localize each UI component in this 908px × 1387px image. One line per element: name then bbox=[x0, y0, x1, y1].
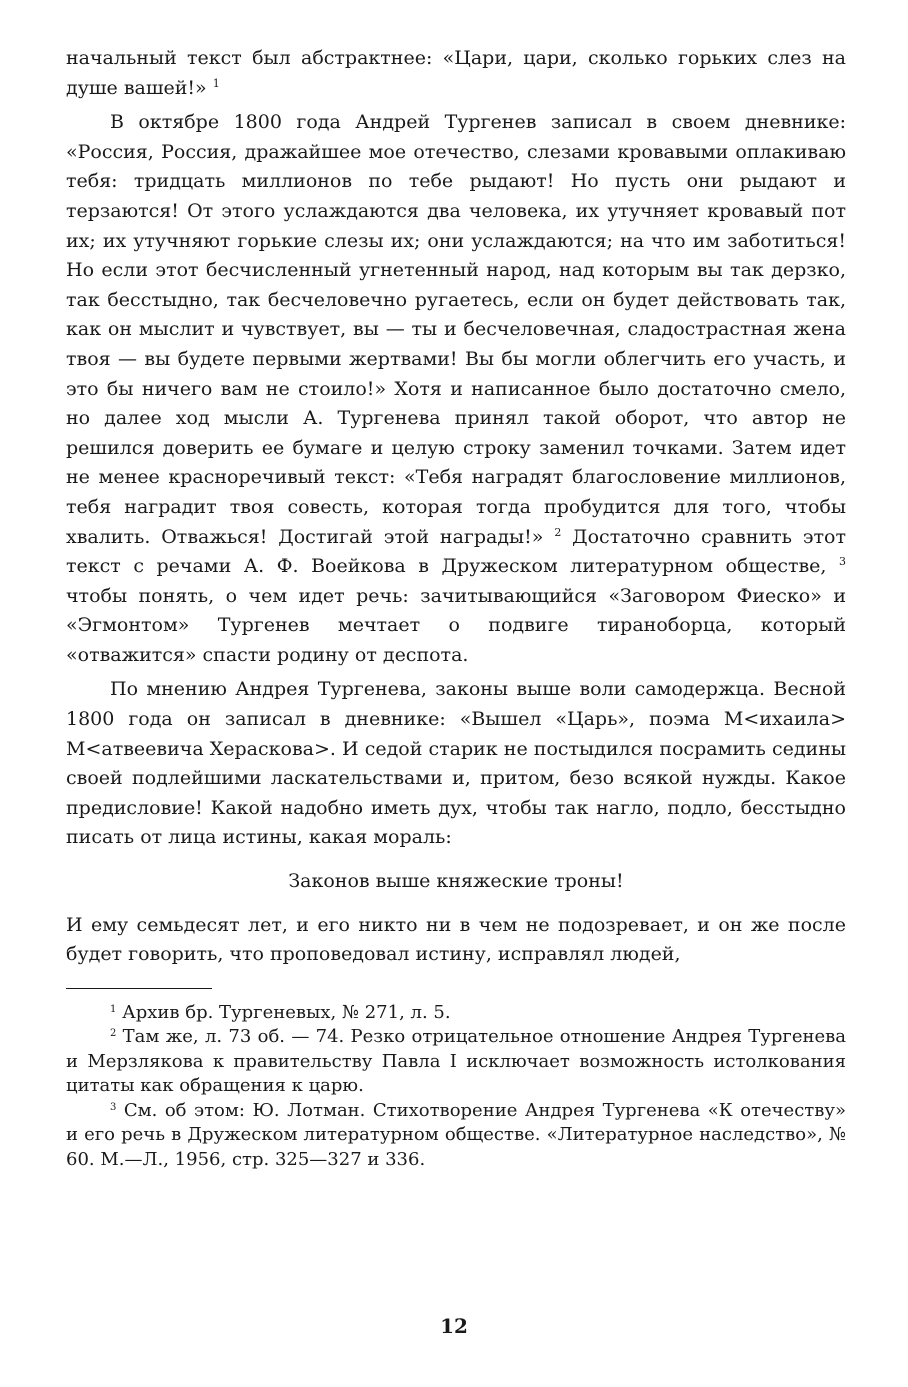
footnote-ref: 2 bbox=[554, 525, 562, 539]
footnote-text: Архив бр. Тургеневых, № 271, л. 5. bbox=[116, 1001, 451, 1023]
paragraph-text: В октябре 1800 года Андрей Тургенев записал в своем дневнике: «Россия, Россия, дражайшее мое отечество, слезами кровавыми оплакиваю тебя: тридцать миллионов по тебе рыдают! Но пусть они рыдают и терзаются! От этого услаждаются два человека, их утучняет кровавый пот их; их утучняют горькие слезы их; они услаждаются; на что им заботиться! Но если этот бесчисленный угнетенный народ, над которым вы так дерзко, так бесстыдно, так бесчеловечно ругаетесь, если он будет действовать так, как он мыслит и чувствует, вы — ты и бесчеловечная, сладострастная жена твоя — вы будете первыми жертвами! Вы бы могли облегчить его участь, и это бы ничего вам не стоило!» Хотя и написанное было достаточно смело, но далее ход мысли А. Тургенева принял такой оборот, что автор не решился доверить ее бумаге и целую строку заменил точками. Затем идет не менее красноречивый текст: «Тебя наградят благословение миллионов, тебя наградит твоя совесть, которая тогда пробудится для того, чтобы хвалить. Отважься! Достигай этой награды!» bbox=[66, 111, 846, 548]
footnote-text: См. об этом: Ю. Лотман. Стихотворение Андрея Тургенева «К отечеству» и его речь в Дружеском литературном обществе. «Литературное наследство», № 60. М.—Л., 1956, стр. 325—327 и 336. bbox=[66, 1099, 846, 1170]
page-number: 12 bbox=[440, 1314, 468, 1338]
paragraph-diary-october bbox=[66, 108, 846, 670]
footnote-divider bbox=[66, 988, 212, 989]
paragraph-text: Достаточно сравнить этот текст с речами А. Ф. Воейкова в Дружеском литературном обществе, bbox=[66, 525, 846, 578]
footnote-ref: 3 bbox=[839, 555, 846, 569]
paragraph-text: начальный текст был абстрактнее: «Цари, цари, сколько горьких слез на душе вашей!» bbox=[66, 47, 846, 99]
paragraph-text: И ему семьдесят лет, и его никто ни в чем не подозревает, и он же после будет говорить, что проповедовал истину, исправлял людей, bbox=[66, 913, 846, 966]
footnote-3 bbox=[66, 1099, 846, 1173]
footnote-text: Там же, л. 73 об. — 74. Резко отрицательное отношение Андрея Тургенева и Мерзлякова к правительству Павла I исключает возможность истолкования цитаты как обращения к царю. bbox=[66, 1026, 846, 1097]
verse-quote: Законов выше княжеские троны! bbox=[288, 870, 624, 893]
paragraph-continuation bbox=[66, 44, 846, 103]
paragraph-text: По мнению Андрея Тургенева, законы выше воли самодержца. Весной 1800 года он записал в дневнике: «Вышел «Царь», поэма М<ихаила> М<атвеевича Хераскова>. И седой старик не постыдился посрамить седины своей подлейшими ласкательствами и, притом, безо всякой нужды. Какое предисловие! Какой надобно иметь дух, чтобы так нагло, подло, бесстыдно писать от лица истины, какая мораль: bbox=[66, 678, 846, 849]
footnote-ref: 1 bbox=[212, 76, 220, 90]
footnotes bbox=[66, 1001, 846, 1173]
footnote-2 bbox=[66, 1025, 846, 1099]
paragraph-closing bbox=[66, 911, 846, 970]
paragraph-text: чтобы понять, о чем идет речь: зачитывающийся «Заговором Фиеско» и «Эгмонтом» Тургенев мечтает о подвиге тираноборца, который «отважится» спасти родину от деспота. bbox=[66, 584, 846, 666]
footnote-1 bbox=[66, 1001, 846, 1026]
footnote-mark: 1 bbox=[110, 1003, 117, 1015]
paragraph-diary-spring bbox=[66, 675, 846, 853]
footnote-mark: 2 bbox=[110, 1028, 117, 1040]
footnote-mark: 3 bbox=[110, 1101, 117, 1113]
